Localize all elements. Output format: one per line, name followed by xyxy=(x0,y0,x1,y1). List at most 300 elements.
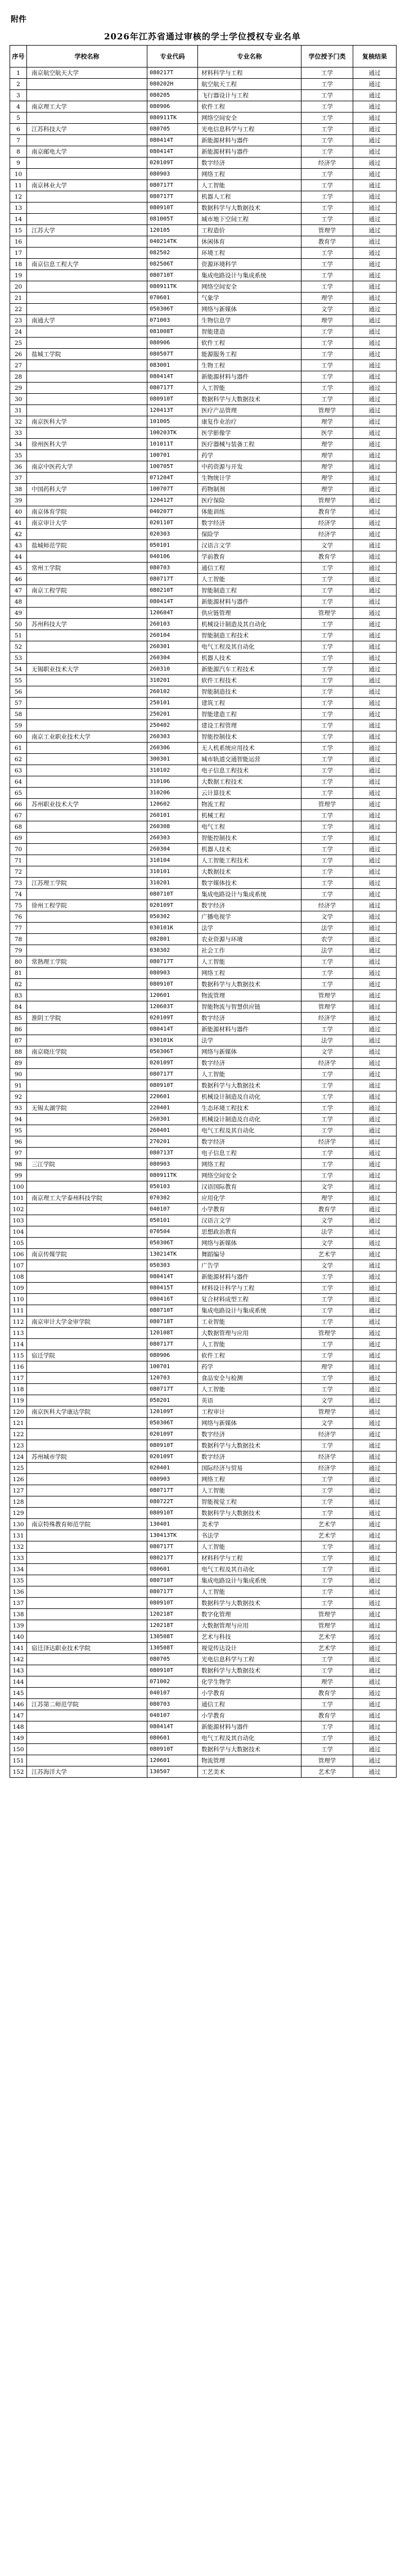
school-name xyxy=(27,1170,147,1181)
table-row xyxy=(10,101,397,113)
major-name: 休闲体育 xyxy=(198,236,302,248)
major-code: 080415T xyxy=(147,1283,198,1294)
review-result: 通过 xyxy=(353,1519,397,1530)
major-name: 物流管理 xyxy=(198,990,302,1001)
major-name: 机械设计制造及自动化 xyxy=(198,1091,302,1103)
major-code: 080414T xyxy=(147,146,198,158)
degree-category: 工学 xyxy=(302,619,353,630)
degree-category: 理学 xyxy=(302,450,353,461)
school-name xyxy=(27,90,147,101)
degree-category: 艺术学 xyxy=(302,1643,353,1654)
school-name xyxy=(27,1080,147,1091)
major-name: 数字媒体技术 xyxy=(198,878,302,889)
major-name: 工程造价 xyxy=(198,225,302,236)
major-code: 080705 xyxy=(147,1654,198,1665)
major-name: 数据科学与大数据技术 xyxy=(198,1598,302,1609)
major-name: 物流管理 xyxy=(198,1755,302,1766)
degree-category: 工学 xyxy=(302,1440,353,1451)
table-row xyxy=(10,585,397,596)
major-code: 120601 xyxy=(147,990,198,1001)
col-header-degree: 学位授予门类 xyxy=(302,46,353,68)
row-index: 115 xyxy=(10,1350,27,1361)
table-row xyxy=(10,135,397,146)
row-index: 44 xyxy=(10,551,27,563)
review-result: 通过 xyxy=(353,68,397,79)
degree-category: 管理学 xyxy=(302,799,353,810)
review-result: 通过 xyxy=(353,641,397,653)
major-code: 080703 xyxy=(147,1699,198,1710)
degree-category: 管理学 xyxy=(302,225,353,236)
major-code: 082801 xyxy=(147,934,198,945)
degree-category: 管理学 xyxy=(302,1755,353,1766)
major-code: 071003 xyxy=(147,315,198,326)
degree-category: 工学 xyxy=(302,1103,353,1114)
major-name: 集成电路设计与集成系统 xyxy=(198,270,302,281)
table-row xyxy=(10,473,397,484)
review-result: 通过 xyxy=(353,1755,397,1766)
table-row xyxy=(10,1575,397,1586)
table-row xyxy=(10,1058,397,1069)
review-result: 通过 xyxy=(353,518,397,529)
major-name: 机器人技术 xyxy=(198,653,302,664)
degree-category: 工学 xyxy=(302,79,353,90)
review-result: 通过 xyxy=(353,968,397,979)
review-result: 通过 xyxy=(353,1710,397,1721)
major-code: 050201 xyxy=(147,1395,198,1406)
table-row xyxy=(10,675,397,686)
school-name xyxy=(27,1744,147,1755)
row-index: 74 xyxy=(10,889,27,900)
review-result: 通过 xyxy=(353,1181,397,1193)
degree-category: 工学 xyxy=(302,1114,353,1125)
major-name: 数字经济 xyxy=(198,1429,302,1440)
school-name xyxy=(27,248,147,259)
table-row xyxy=(10,158,397,169)
table-row xyxy=(10,754,397,765)
table-row xyxy=(10,270,397,281)
school-name xyxy=(27,1485,147,1496)
major-code: 050103 xyxy=(147,1181,198,1193)
row-index: 114 xyxy=(10,1339,27,1350)
table-row xyxy=(10,1226,397,1238)
attachment-label: 附件 xyxy=(11,15,26,24)
row-index: 132 xyxy=(10,1541,27,1553)
degree-category: 工学 xyxy=(302,709,353,720)
school-name xyxy=(27,754,147,765)
major-code: 260306 xyxy=(147,743,198,754)
review-result: 通过 xyxy=(353,1530,397,1541)
table-row xyxy=(10,214,397,225)
review-result: 通过 xyxy=(353,855,397,866)
major-code: 080910T xyxy=(147,1508,198,1519)
major-name: 农业资源与环境 xyxy=(198,934,302,945)
table-row xyxy=(10,1125,397,1136)
review-result: 通过 xyxy=(353,484,397,495)
major-code: 260103 xyxy=(147,619,198,630)
table-row xyxy=(10,68,397,79)
review-result: 通过 xyxy=(353,1294,397,1305)
review-result: 通过 xyxy=(353,1744,397,1755)
school-name: 南京航空航天大学 xyxy=(27,68,147,79)
row-index: 123 xyxy=(10,1440,27,1451)
row-index: 78 xyxy=(10,934,27,945)
school-name xyxy=(27,371,147,383)
school-name xyxy=(27,1418,147,1429)
degree-category: 工学 xyxy=(302,641,353,653)
major-code: 080910T xyxy=(147,394,198,405)
major-code: 080414T xyxy=(147,371,198,383)
major-name: 集成电路设计与集成系统 xyxy=(198,1575,302,1586)
table-row xyxy=(10,371,397,383)
review-result: 通过 xyxy=(353,101,397,113)
major-code: 120105 xyxy=(147,225,198,236)
review-result: 通过 xyxy=(353,1058,397,1069)
degree-category: 经济学 xyxy=(302,1451,353,1463)
major-name: 生物工程 xyxy=(198,360,302,371)
review-result: 通过 xyxy=(353,889,397,900)
major-name: 网络与新媒体 xyxy=(198,1238,302,1249)
row-index: 68 xyxy=(10,821,27,833)
school-name: 江苏海洋大学 xyxy=(27,1766,147,1778)
degree-category: 管理学 xyxy=(302,990,353,1001)
major-code: 080717T xyxy=(147,956,198,968)
degree-category: 工学 xyxy=(302,214,353,225)
school-name xyxy=(27,473,147,484)
row-index: 20 xyxy=(10,281,27,293)
table-row xyxy=(10,1744,397,1755)
row-index: 3 xyxy=(10,90,27,101)
major-name: 网络空间安全 xyxy=(198,113,302,124)
review-result: 通过 xyxy=(353,574,397,585)
school-name: 无锡职业技术大学 xyxy=(27,664,147,675)
row-index: 39 xyxy=(10,495,27,506)
table-row xyxy=(10,720,397,731)
major-code: 020109T xyxy=(147,158,198,169)
school-name xyxy=(27,293,147,304)
review-result: 通过 xyxy=(353,113,397,124)
row-index: 137 xyxy=(10,1598,27,1609)
major-name: 药学 xyxy=(198,450,302,461)
table-row xyxy=(10,518,397,529)
school-name xyxy=(27,236,147,248)
school-name xyxy=(27,810,147,821)
table-row xyxy=(10,1103,397,1114)
degree-category: 工学 xyxy=(302,810,353,821)
degree-category: 工学 xyxy=(302,1564,353,1575)
major-code: 080416T xyxy=(147,1294,198,1305)
major-name: 工艺美术 xyxy=(198,1766,302,1778)
review-result: 通过 xyxy=(353,743,397,754)
row-index: 52 xyxy=(10,641,27,653)
major-name: 机械设计制造及其自动化 xyxy=(198,619,302,630)
school-name xyxy=(27,79,147,90)
row-index: 84 xyxy=(10,1001,27,1013)
degree-category: 工学 xyxy=(302,1373,353,1384)
school-name xyxy=(27,776,147,788)
degree-category: 文学 xyxy=(302,1181,353,1193)
school-name xyxy=(27,203,147,214)
major-name: 人工智能 xyxy=(198,1069,302,1080)
table-row xyxy=(10,1418,397,1429)
major-name: 城市轨道交通智能运营 xyxy=(198,754,302,765)
row-index: 38 xyxy=(10,484,27,495)
row-index: 5 xyxy=(10,113,27,124)
col-header-school: 学校名称 xyxy=(27,46,147,68)
major-code: 080217T xyxy=(147,68,198,79)
review-result: 通过 xyxy=(353,821,397,833)
review-result: 通过 xyxy=(353,259,397,270)
row-index: 100 xyxy=(10,1181,27,1193)
table-row xyxy=(10,1035,397,1046)
school-name xyxy=(27,1181,147,1193)
school-name xyxy=(27,1541,147,1553)
major-code: 120218T xyxy=(147,1620,198,1631)
row-index: 9 xyxy=(10,158,27,169)
major-code: 130508T xyxy=(147,1631,198,1643)
row-index: 144 xyxy=(10,1676,27,1688)
major-name: 城市地下空间工程 xyxy=(198,214,302,225)
major-code: 020401 xyxy=(147,1463,198,1474)
school-name xyxy=(27,923,147,934)
table-row xyxy=(10,619,397,630)
major-name: 网络与新媒体 xyxy=(198,304,302,315)
school-name: 南京理工大学 xyxy=(27,101,147,113)
degree-category: 经济学 xyxy=(302,1058,353,1069)
major-code: 260104 xyxy=(147,630,198,641)
review-result: 通过 xyxy=(353,1159,397,1170)
school-name xyxy=(27,1665,147,1676)
review-result: 通过 xyxy=(353,1485,397,1496)
degree-category: 工学 xyxy=(302,1508,353,1519)
major-code: 080414T xyxy=(147,1271,198,1283)
table-row xyxy=(10,1609,397,1620)
table-row xyxy=(10,1305,397,1316)
major-name: 小学教育 xyxy=(198,1688,302,1699)
row-index: 134 xyxy=(10,1564,27,1575)
row-index: 75 xyxy=(10,900,27,911)
row-index: 141 xyxy=(10,1643,27,1654)
school-name xyxy=(27,1429,147,1440)
school-name: 宿迁学院 xyxy=(27,1350,147,1361)
school-name xyxy=(27,1283,147,1294)
degree-category: 工学 xyxy=(302,1316,353,1328)
review-result: 通过 xyxy=(353,776,397,788)
table-row xyxy=(10,1733,397,1744)
major-name: 通信工程 xyxy=(198,563,302,574)
degree-category: 工学 xyxy=(302,1654,353,1665)
review-result: 通过 xyxy=(353,1463,397,1474)
table-row xyxy=(10,236,397,248)
degree-category: 工学 xyxy=(302,281,353,293)
major-name: 数字经济 xyxy=(198,900,302,911)
table-row xyxy=(10,686,397,698)
table-header-row xyxy=(10,46,397,68)
row-index: 108 xyxy=(10,1271,27,1283)
major-code: 260303 xyxy=(147,833,198,844)
table-row xyxy=(10,968,397,979)
row-index: 121 xyxy=(10,1418,27,1429)
major-name: 数字经济 xyxy=(198,1058,302,1069)
row-index: 22 xyxy=(10,304,27,315)
major-code: 120412T xyxy=(147,495,198,506)
degree-category: 工学 xyxy=(302,1721,353,1733)
degree-category: 教育学 xyxy=(302,506,353,518)
major-code: 080911TK xyxy=(147,1170,198,1181)
major-name: 书法学 xyxy=(198,1530,302,1541)
school-name xyxy=(27,394,147,405)
row-index: 150 xyxy=(10,1744,27,1755)
row-index: 143 xyxy=(10,1665,27,1676)
degree-category: 教育学 xyxy=(302,236,353,248)
row-index: 70 xyxy=(10,844,27,855)
degree-category: 经济学 xyxy=(302,529,353,540)
review-result: 通过 xyxy=(353,124,397,135)
degree-category: 工学 xyxy=(302,394,353,405)
major-name: 通信工程 xyxy=(198,1699,302,1710)
major-name: 汉语言文学 xyxy=(198,540,302,551)
major-code: 260308 xyxy=(147,821,198,833)
major-code: 310101 xyxy=(147,866,198,878)
school-name: 江苏科技大学 xyxy=(27,124,147,135)
row-index: 147 xyxy=(10,1710,27,1721)
major-code: 080414T xyxy=(147,1024,198,1035)
major-name: 大数据管理与应用 xyxy=(198,1328,302,1339)
review-result: 通过 xyxy=(353,765,397,776)
major-name: 电气工程及其自动化 xyxy=(198,1125,302,1136)
major-code: 080910T xyxy=(147,1440,198,1451)
degree-category: 工学 xyxy=(302,1091,353,1103)
school-name xyxy=(27,1373,147,1384)
major-name: 生物统计学 xyxy=(198,473,302,484)
major-code: 080910T xyxy=(147,1080,198,1091)
table-row xyxy=(10,124,397,135)
school-name xyxy=(27,675,147,686)
degree-category: 工学 xyxy=(302,101,353,113)
review-result: 通过 xyxy=(353,371,397,383)
table-row xyxy=(10,956,397,968)
degree-category: 工学 xyxy=(302,844,353,855)
degree-category: 艺术学 xyxy=(302,1766,353,1778)
major-name: 数字经济 xyxy=(198,1136,302,1148)
table-row xyxy=(10,990,397,1001)
major-code: 080202H xyxy=(147,79,198,90)
table-row xyxy=(10,1069,397,1080)
degree-category: 教育学 xyxy=(302,1688,353,1699)
table-row xyxy=(10,1215,397,1226)
row-index: 55 xyxy=(10,675,27,686)
table-row xyxy=(10,833,397,844)
degree-category: 经济学 xyxy=(302,1463,353,1474)
major-name: 网络工程 xyxy=(198,968,302,979)
major-code: 070504 xyxy=(147,1226,198,1238)
major-code: 080205 xyxy=(147,90,198,101)
major-code: 050101 xyxy=(147,1215,198,1226)
degree-category: 理学 xyxy=(302,293,353,304)
major-code: 260101 xyxy=(147,810,198,821)
school-name: 南京林业大学 xyxy=(27,180,147,191)
review-result: 通过 xyxy=(353,281,397,293)
review-result: 通过 xyxy=(353,338,397,349)
review-result: 通过 xyxy=(353,1361,397,1373)
table-row xyxy=(10,180,397,191)
table-row xyxy=(10,765,397,776)
row-index: 106 xyxy=(10,1249,27,1260)
major-name: 工程审计 xyxy=(198,1406,302,1418)
major-name: 人工智能 xyxy=(198,1485,302,1496)
degree-category: 管理学 xyxy=(302,1328,353,1339)
degree-category: 管理学 xyxy=(302,495,353,506)
review-result: 通过 xyxy=(353,1328,397,1339)
review-result: 通过 xyxy=(353,720,397,731)
review-result: 通过 xyxy=(353,1620,397,1631)
major-code: 040107 xyxy=(147,1710,198,1721)
degree-category: 工学 xyxy=(302,1665,353,1676)
table-row xyxy=(10,1091,397,1103)
major-code: 080910T xyxy=(147,1744,198,1755)
degree-category: 工学 xyxy=(302,1598,353,1609)
table-row xyxy=(10,1339,397,1350)
degree-category: 工学 xyxy=(302,169,353,180)
school-name xyxy=(27,1553,147,1564)
school-name xyxy=(27,495,147,506)
row-index: 59 xyxy=(10,720,27,731)
major-name: 生态环境工程技术 xyxy=(198,1103,302,1114)
row-index: 57 xyxy=(10,698,27,709)
major-name: 体能训练 xyxy=(198,506,302,518)
table-row xyxy=(10,169,397,180)
table-row xyxy=(10,394,397,405)
row-index: 87 xyxy=(10,1035,27,1046)
row-index: 119 xyxy=(10,1395,27,1406)
row-index: 56 xyxy=(10,686,27,698)
review-result: 通过 xyxy=(353,1193,397,1204)
table-row xyxy=(10,383,397,394)
degree-category: 工学 xyxy=(302,1699,353,1710)
review-result: 通过 xyxy=(353,1699,397,1710)
degree-category: 理学 xyxy=(302,416,353,428)
major-name: 电子信息工程技术 xyxy=(198,765,302,776)
major-name: 人工智能 xyxy=(198,1586,302,1598)
review-result: 通过 xyxy=(353,1170,397,1181)
review-result: 通过 xyxy=(353,1721,397,1733)
review-result: 通过 xyxy=(353,495,397,506)
major-code: 130401 xyxy=(147,1519,198,1530)
degree-category: 文学 xyxy=(302,911,353,923)
degree-category: 法学 xyxy=(302,1035,353,1046)
col-header-code: 专业代码 xyxy=(147,46,198,68)
major-code: 080703 xyxy=(147,563,198,574)
degree-category: 工学 xyxy=(302,585,353,596)
table-row xyxy=(10,405,397,416)
review-result: 通过 xyxy=(353,248,397,259)
table-row xyxy=(10,1001,397,1013)
school-name xyxy=(27,788,147,799)
degree-category: 工学 xyxy=(302,956,353,968)
major-code: 260102 xyxy=(147,686,198,698)
major-code: 120218T xyxy=(147,1609,198,1620)
major-name: 智能制造工程技术 xyxy=(198,630,302,641)
row-index: 94 xyxy=(10,1114,27,1125)
table-row xyxy=(10,540,397,551)
degree-category: 工学 xyxy=(302,889,353,900)
row-index: 80 xyxy=(10,956,27,968)
degree-category: 文学 xyxy=(302,1238,353,1249)
review-result: 通过 xyxy=(353,1339,397,1350)
major-code: 040214TK xyxy=(147,236,198,248)
major-code: 080903 xyxy=(147,1159,198,1170)
review-result: 通过 xyxy=(353,799,397,810)
table-row xyxy=(10,1080,397,1091)
